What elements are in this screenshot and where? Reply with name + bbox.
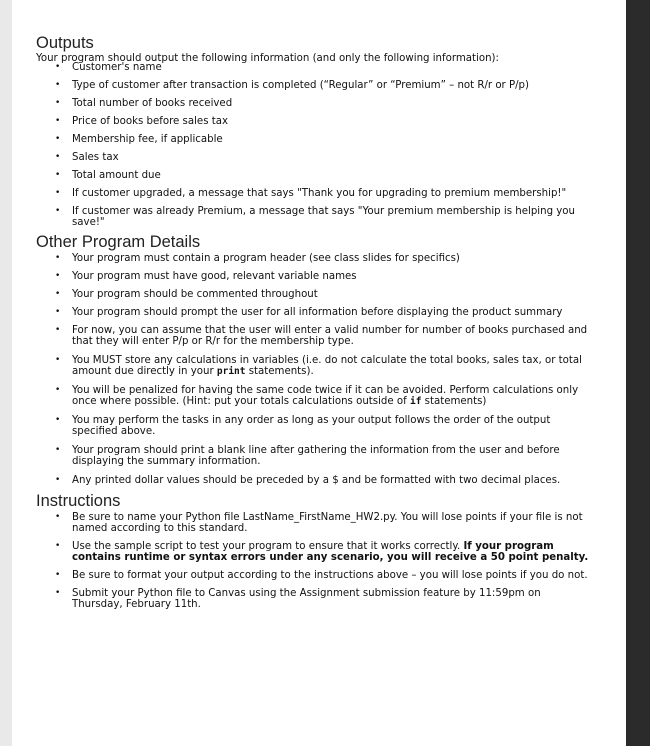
- list-item: • Your program should prompt the user for all information before displaying the product summary: [55, 307, 563, 318]
- list-item: • Be sure to format your output according to the instructions above – you will lose points if you do not.: [55, 570, 588, 581]
- document-content: [36, 34, 592, 617]
- bullet-icon: •: [55, 415, 61, 425]
- list-item: • Total amount due: [55, 170, 161, 181]
- list-item: • Type of customer after transaction is completed (“Regular” or “Premium” – not R/r or P/p): [55, 80, 529, 91]
- list-item: • Your program should be commented throughout: [55, 289, 318, 300]
- if-code: if: [409, 396, 422, 407]
- list-item: • Submit your Python file to Canvas using the Assignment submission feature by 11:59pm on Thursday, February 11th.: [55, 588, 541, 610]
- list-item: • For now, you can assume that the user will enter a valid number for number of books purchased and that they will enter P/p or R/r for the membership type.: [55, 325, 588, 347]
- list-item: • Any printed dollar values should be preceded by a $ and be formatted with two decimal places.: [55, 475, 561, 486]
- bullet-icon: •: [55, 445, 61, 455]
- bullet-icon: •: [55, 385, 61, 395]
- outputs-heading: Outputs: [36, 34, 94, 52]
- bullet-icon: •: [55, 80, 61, 90]
- list-item: • Sales tax: [55, 152, 119, 163]
- bullet-icon: •: [55, 307, 61, 317]
- instructions-list: [36, 512, 592, 610]
- left-gutter: [0, 0, 12, 746]
- bullet-icon: •: [55, 325, 61, 335]
- list-item: • Price of books before sales tax: [55, 116, 229, 127]
- instructions-heading: Instructions: [36, 492, 121, 510]
- bullet-icon: •: [55, 271, 61, 281]
- bullet-icon: •: [55, 475, 61, 485]
- list-item: • Total number of books received: [55, 98, 233, 109]
- list-item: • Be sure to name your Python file LastName_FirstName_HW2.py. You will lose points if your file is not named according to this standard.: [55, 512, 583, 534]
- list-item: • You MUST store any calculations in variables (i.e. do not calculate the total books, sales tax, or total amount due directly in your print statements).: [55, 355, 582, 377]
- bullet-icon: •: [55, 116, 61, 126]
- bullet-icon: •: [55, 170, 61, 180]
- right-scroll-area[interactable]: [626, 0, 650, 746]
- list-item: • Your program must have good, relevant variable names: [55, 271, 357, 282]
- bullet-icon: •: [55, 206, 61, 216]
- list-item: • Your program should print a blank line after gathering the information from the user and before displaying the summary information.: [55, 445, 560, 467]
- penalty-warning: If your program contains runtime or syntax errors under any scenario, you will receive a 50 point penalty.: [72, 541, 589, 563]
- outputs-list: [36, 62, 592, 228]
- bullet-icon: •: [55, 253, 61, 263]
- bullet-icon: •: [55, 98, 61, 108]
- outputs-intro: Your program should output the following information (and only the following information):: [36, 53, 499, 64]
- bullet-icon: •: [55, 188, 61, 198]
- bullet-icon: •: [55, 512, 61, 522]
- bullet-icon: •: [55, 152, 61, 162]
- details-list: [36, 253, 592, 486]
- list-item: • If customer upgraded, a message that says "Thank you for upgrading to premium membership!": [55, 188, 567, 199]
- details-heading: Other Program Details: [36, 233, 201, 251]
- list-item: • Membership fee, if applicable: [55, 134, 223, 145]
- bullet-icon: •: [55, 62, 61, 72]
- list-item: • You will be penalized for having the same code twice if it can be avoided. Perform calculations only once where possible. (Hint: put your totals calculations outside of if statements): [55, 385, 579, 407]
- print-code: print: [216, 366, 246, 377]
- bullet-icon: •: [55, 570, 61, 580]
- bullet-icon: •: [55, 541, 61, 551]
- bullet-icon: •: [55, 355, 61, 365]
- list-item: • Customer's name: [55, 62, 162, 73]
- list-item: • You may perform the tasks in any order as long as your output follows the order of the output specified above.: [55, 415, 551, 437]
- list-item: • Use the sample script to test your program to ensure that it works correctly. If your program contains runtime or syntax errors under any scenario, you will receive a 50 point penalty.: [55, 541, 589, 563]
- list-item: • Your program must contain a program header (see class slides for specifics): [55, 253, 460, 264]
- bullet-icon: •: [55, 134, 61, 144]
- list-item: • If customer was already Premium, a message that says "Your premium membership is helping you save!": [55, 206, 575, 228]
- bullet-icon: •: [55, 289, 61, 299]
- bullet-icon: •: [55, 588, 61, 598]
